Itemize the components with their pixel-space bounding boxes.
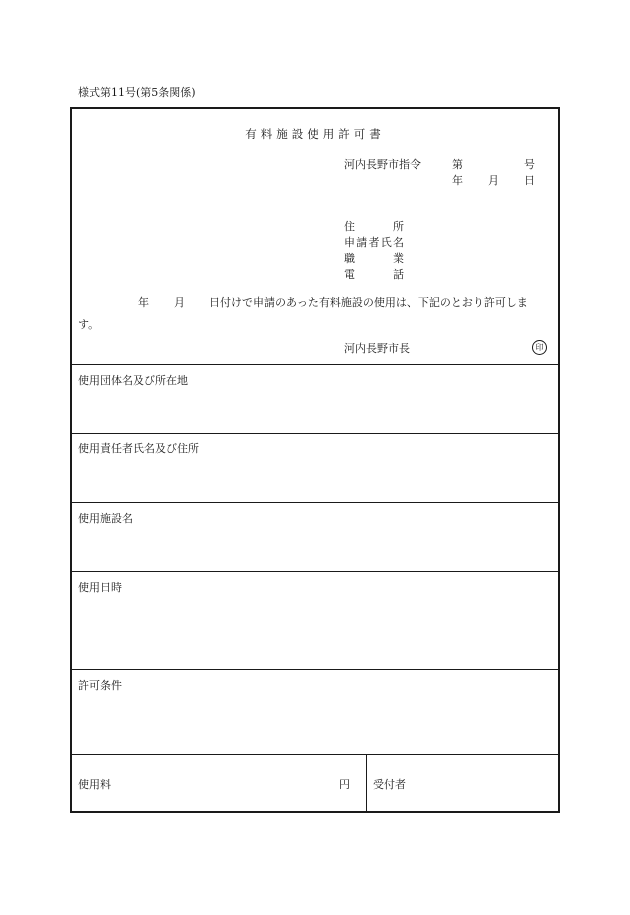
applicant-name-label: 申請者氏名 <box>344 236 404 249</box>
permit-conditions-label: 許可条件 <box>78 679 122 692</box>
permission-text-line2: す。 <box>78 318 100 331</box>
date-day-label: 日 <box>524 174 535 187</box>
divider <box>72 571 558 572</box>
permission-text-line1: 日付けで申請のあった有料施設の使用は、下記のとおり許可しま <box>209 296 528 309</box>
yen-label: 円 <box>339 778 350 791</box>
applicant-phone-label: 電 話 <box>344 268 404 281</box>
permission-month-label: 月 <box>174 296 185 309</box>
permit-form-frame <box>70 107 560 813</box>
dai-label: 第 <box>452 158 463 171</box>
group-name-address-label: 使用団体名及び所在地 <box>78 374 188 387</box>
issuer-command-label: 河内長野市指令 <box>344 158 421 171</box>
divider <box>72 502 558 503</box>
usage-fee-label: 使用料 <box>78 778 111 791</box>
receiver-label: 受付者 <box>373 778 406 791</box>
form-number-label: 様式第11号(第5条関係) <box>78 86 196 99</box>
form-title: 有料施設使用許可書 <box>245 127 385 141</box>
divider <box>72 364 558 365</box>
responsible-person-label: 使用責任者氏名及び住所 <box>78 442 199 455</box>
date-year-label: 年 <box>452 174 463 187</box>
divider <box>72 754 558 755</box>
divider <box>72 669 558 670</box>
permission-year-label: 年 <box>138 296 149 309</box>
applicant-address-label: 住 所 <box>344 220 404 233</box>
usage-datetime-label: 使用日時 <box>78 581 122 594</box>
seal-icon: 印 <box>532 340 547 355</box>
date-month-label: 月 <box>488 174 499 187</box>
mayor-label: 河内長野市長 <box>344 342 410 355</box>
divider <box>72 433 558 434</box>
fee-divider <box>366 754 367 813</box>
go-label: 号 <box>524 158 535 171</box>
applicant-occupation-label: 職 業 <box>344 252 404 265</box>
facility-name-label: 使用施設名 <box>78 512 133 525</box>
